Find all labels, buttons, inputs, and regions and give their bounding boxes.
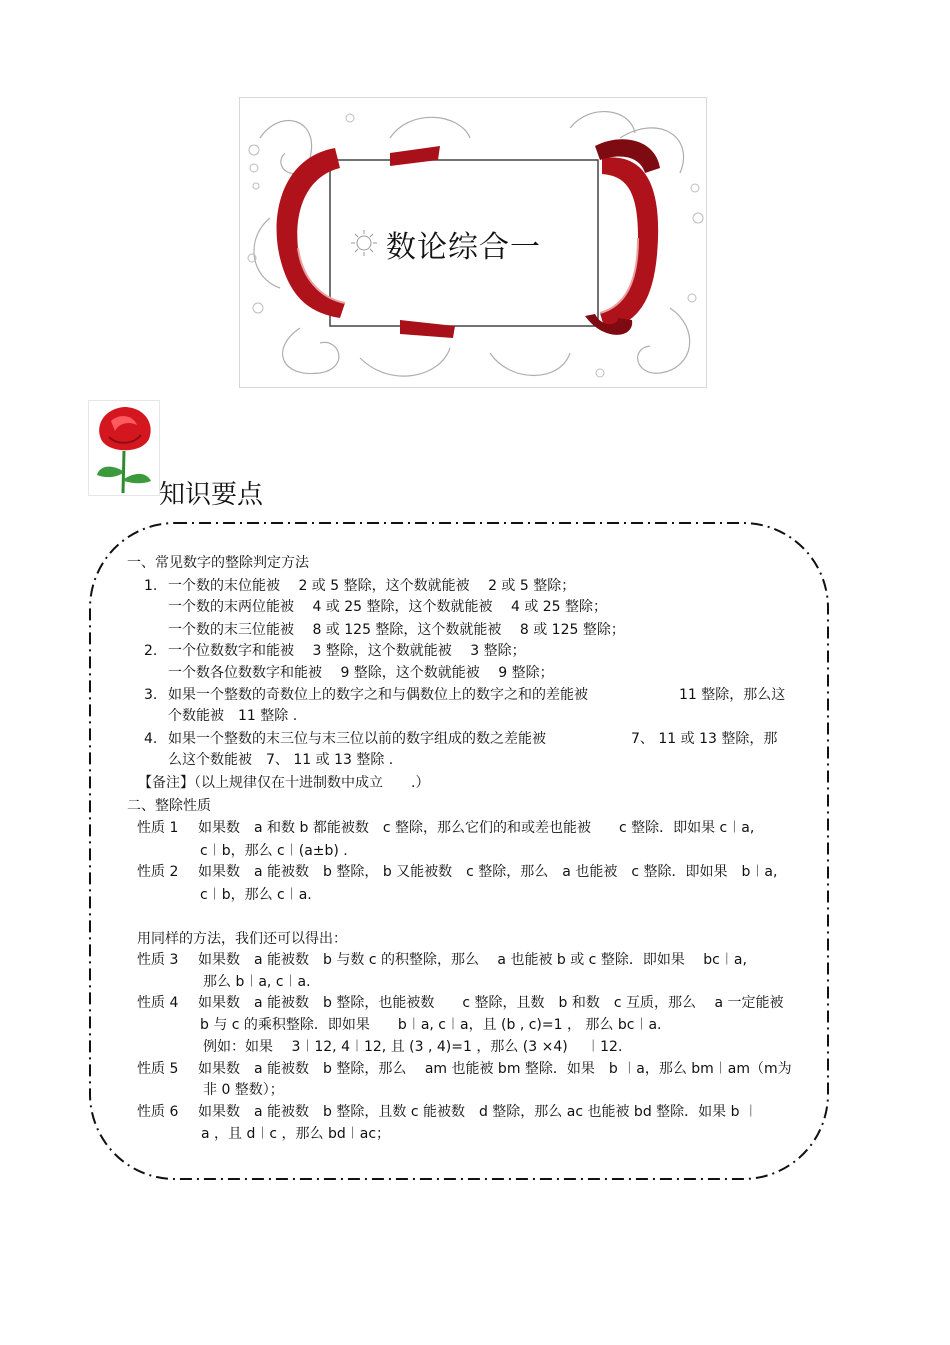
text-line-r3-a2: 11 整除，那么这 [679, 687, 786, 703]
text-line-p6-label: 性质 6 [137, 1104, 179, 1120]
text-line-r4-a: 如果一个整数的末三位与末三位以前的数字组成的数之差能被 [168, 731, 546, 747]
text-line-r3-b: 个数能被 11 整除 . [168, 708, 298, 724]
text-line-p3-b: 那么 b︱a, c︱a. [203, 974, 311, 990]
text-line-p4-label: 性质 4 [137, 995, 179, 1011]
text-line-p1-label: 性质 1 [137, 820, 179, 836]
text-line-r3-a: 如果一个整数的奇数位上的数字之和与偶数位上的数字之和的差能被 [168, 687, 588, 703]
text-line-p2-label: 性质 2 [137, 864, 179, 880]
text-line-p1-b: c︱b，那么 c︱(a±b) . [200, 843, 348, 859]
text-line-p2-a: 如果数 a 能被数 b 整除， b 又能被数 c 整除，那么 a 也能被 c 整除．即如果 b︱a, [198, 864, 778, 880]
text-line-same: 用同样的方法，我们还可以得出： [137, 931, 347, 947]
text-line-s1-title: 一、常见数字的整除判定方法 [127, 555, 309, 571]
text-line-r4-b: 么这个数能被 7、 11 或 13 整除 . [168, 752, 394, 768]
text-line-p3-label: 性质 3 [137, 952, 179, 968]
text-line-p5-label: 性质 5 [137, 1061, 179, 1077]
text-line-p4-a: 如果数 a 能被数 b 整除，也能被数 c 整除，且数 b 和数 c 互质，那么 a 一定能被 [198, 995, 784, 1011]
text-line-note: 【备注】（以上规律仅在十进制数中成立 .） [138, 775, 430, 791]
text-line-r1-num: 1. [144, 578, 158, 594]
text-line-r3-num: 3. [144, 687, 158, 703]
text-line-s2-title: 二、整除性质 [127, 798, 211, 814]
text-line-r4-num: 4. [144, 731, 158, 747]
text-line-r4-a2: 7、 11 或 13 整除，那 [631, 731, 778, 747]
text-line-p2-b: c︱b，那么 c︱a. [200, 887, 312, 903]
text-line-r2-num: 2. [144, 643, 158, 659]
text-line-p1-a: 如果数 a 和数 b 都能被数 c 整除，那么它们的和或差也能被 c 整除．即如果 c︱a, [198, 820, 755, 836]
document-title: 数论综合一 [386, 230, 541, 265]
section-heading: 知识要点 [159, 480, 264, 510]
text-line-r2-b: 一个数各位数数字和能被 9 整除，这个数就能被 9 整除； [168, 665, 554, 681]
text-line-p5-a: 如果数 a 能被数 b 整除，那么 am 也能被 bm 整除．如果 b ︱a，那么 bm︱am（m为 [198, 1061, 792, 1077]
text-line-p4-b: b 与 c 的乘积整除．即如果 b︱a, c︱a，且 (b , c)=1 ， 那么 bc︱a. [200, 1017, 662, 1033]
text-line-r2-a: 一个位数数字和能被 3 整除，这个数就能被 3 整除； [168, 643, 526, 659]
text-line-p6-a: 如果数 a 能被数 b 整除，且数 c 能被数 d 整除，那么 ac 也能被 bd 整除．如果 b ︱ [198, 1104, 758, 1120]
text-line-r1-a: 一个数的末位能被 2 或 5 整除，这个数就能被 2 或 5 整除； [168, 578, 576, 594]
text-line-p6-b: a ，且 d︱c ，那么 bd︱ac； [201, 1126, 391, 1142]
text-line-r1-b: 一个数的末两位能被 4 或 25 整除，这个数就能被 4 或 25 整除； [168, 599, 608, 615]
text-line-r1-c: 一个数的末三位能被 8 或 125 整除，这个数就能被 8 或 125 整除； [168, 622, 625, 638]
text-line-p3-a: 如果数 a 能被数 b 与数 c 的积整除，那么 a 也能被 b 或 c 整除．即如果 bc︱a, [198, 952, 747, 968]
text-line-p5-b: 非 0 整数）； [203, 1082, 284, 1098]
text-line-p4-c: 例如：如果 3︱12, 4︱12, 且 (3 , 4)=1 ，那么 (3 ×4) ︱12. [203, 1039, 623, 1055]
